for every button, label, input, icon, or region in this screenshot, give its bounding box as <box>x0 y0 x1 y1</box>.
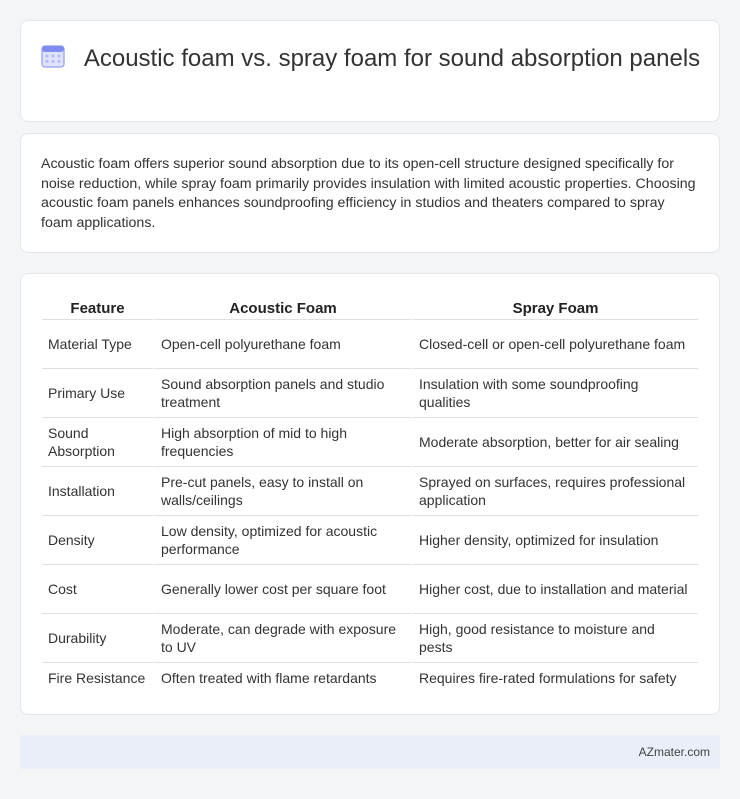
spray-foam-cell: Closed-cell or open-cell polyurethane foam <box>413 319 698 368</box>
footer-bar <box>20 735 720 769</box>
acoustic-foam-cell: Often treated with flame retardants <box>155 662 413 693</box>
calendar-icon <box>40 43 66 69</box>
acoustic-foam-cell: Moderate, can degrade with exposure to UV <box>155 613 413 662</box>
acoustic-foam-cell: Low density, optimized for acoustic performance <box>155 515 413 564</box>
intro-paragraph: Acoustic foam offers superior sound absorption due to its open-cell structure designed specifically for noise reduction, while spray foam primarily provides insulation with limited acoustic properties. Choosing acoustic foam panels enhances soundproofing efficiency in studios and theaters compared to spray foam applications. <box>41 156 696 231</box>
spray-foam-cell: Higher cost, due to installation and material <box>413 564 698 613</box>
spray-foam-cell: Requires fire-rated formulations for safety <box>413 662 698 693</box>
table-row <box>42 466 698 515</box>
acoustic-foam-cell: Generally lower cost per square foot <box>155 564 413 613</box>
header-acoustic-foam: Acoustic Foam <box>155 295 413 319</box>
acoustic-foam-cell: High absorption of mid to high frequencies <box>155 417 413 466</box>
spray-foam-cell: Moderate absorption, better for air sealing <box>413 417 698 466</box>
acoustic-foam-cell: Sound absorption panels and studio treatment <box>155 368 413 417</box>
comparison-table <box>42 295 698 693</box>
intro-card <box>20 133 720 253</box>
table-row <box>42 319 698 368</box>
spray-foam-cell: Higher density, optimized for insulation <box>413 515 698 564</box>
spray-foam-cell: Insulation with some soundproofing qualities <box>413 368 698 417</box>
comparison-card <box>20 273 720 715</box>
acoustic-foam-cell: Open-cell polyurethane foam <box>155 319 413 368</box>
feature-cell: Installation <box>42 466 155 515</box>
table-row <box>42 417 698 466</box>
feature-cell: Sound Absorption <box>42 417 155 466</box>
spray-foam-cell: High, good resistance to moisture and pests <box>413 613 698 662</box>
feature-cell: Cost <box>42 564 155 613</box>
feature-cell: Density <box>42 515 155 564</box>
spray-foam-cell: Sprayed on surfaces, requires professional application <box>413 466 698 515</box>
title-card <box>20 20 720 122</box>
table-row <box>42 515 698 564</box>
table-header-row <box>42 295 698 319</box>
header-feature: Feature <box>42 295 155 319</box>
table-row <box>42 613 698 662</box>
page-title-text: Acoustic foam vs. spray foam for sound absorption panels <box>83 45 701 72</box>
footer-brand: AZmater.com <box>638 745 710 759</box>
feature-cell: Primary Use <box>42 368 155 417</box>
feature-cell: Durability <box>42 613 155 662</box>
page-title <box>21 43 719 74</box>
table-row <box>42 368 698 417</box>
header-spray-foam: Spray Foam <box>512 299 599 317</box>
acoustic-foam-cell: Pre-cut panels, easy to install on walls/ceilings <box>155 466 413 515</box>
table-row <box>42 662 698 693</box>
feature-cell: Material Type <box>42 319 155 368</box>
table-row <box>42 564 698 613</box>
feature-cell: Fire Resistance <box>42 662 155 693</box>
